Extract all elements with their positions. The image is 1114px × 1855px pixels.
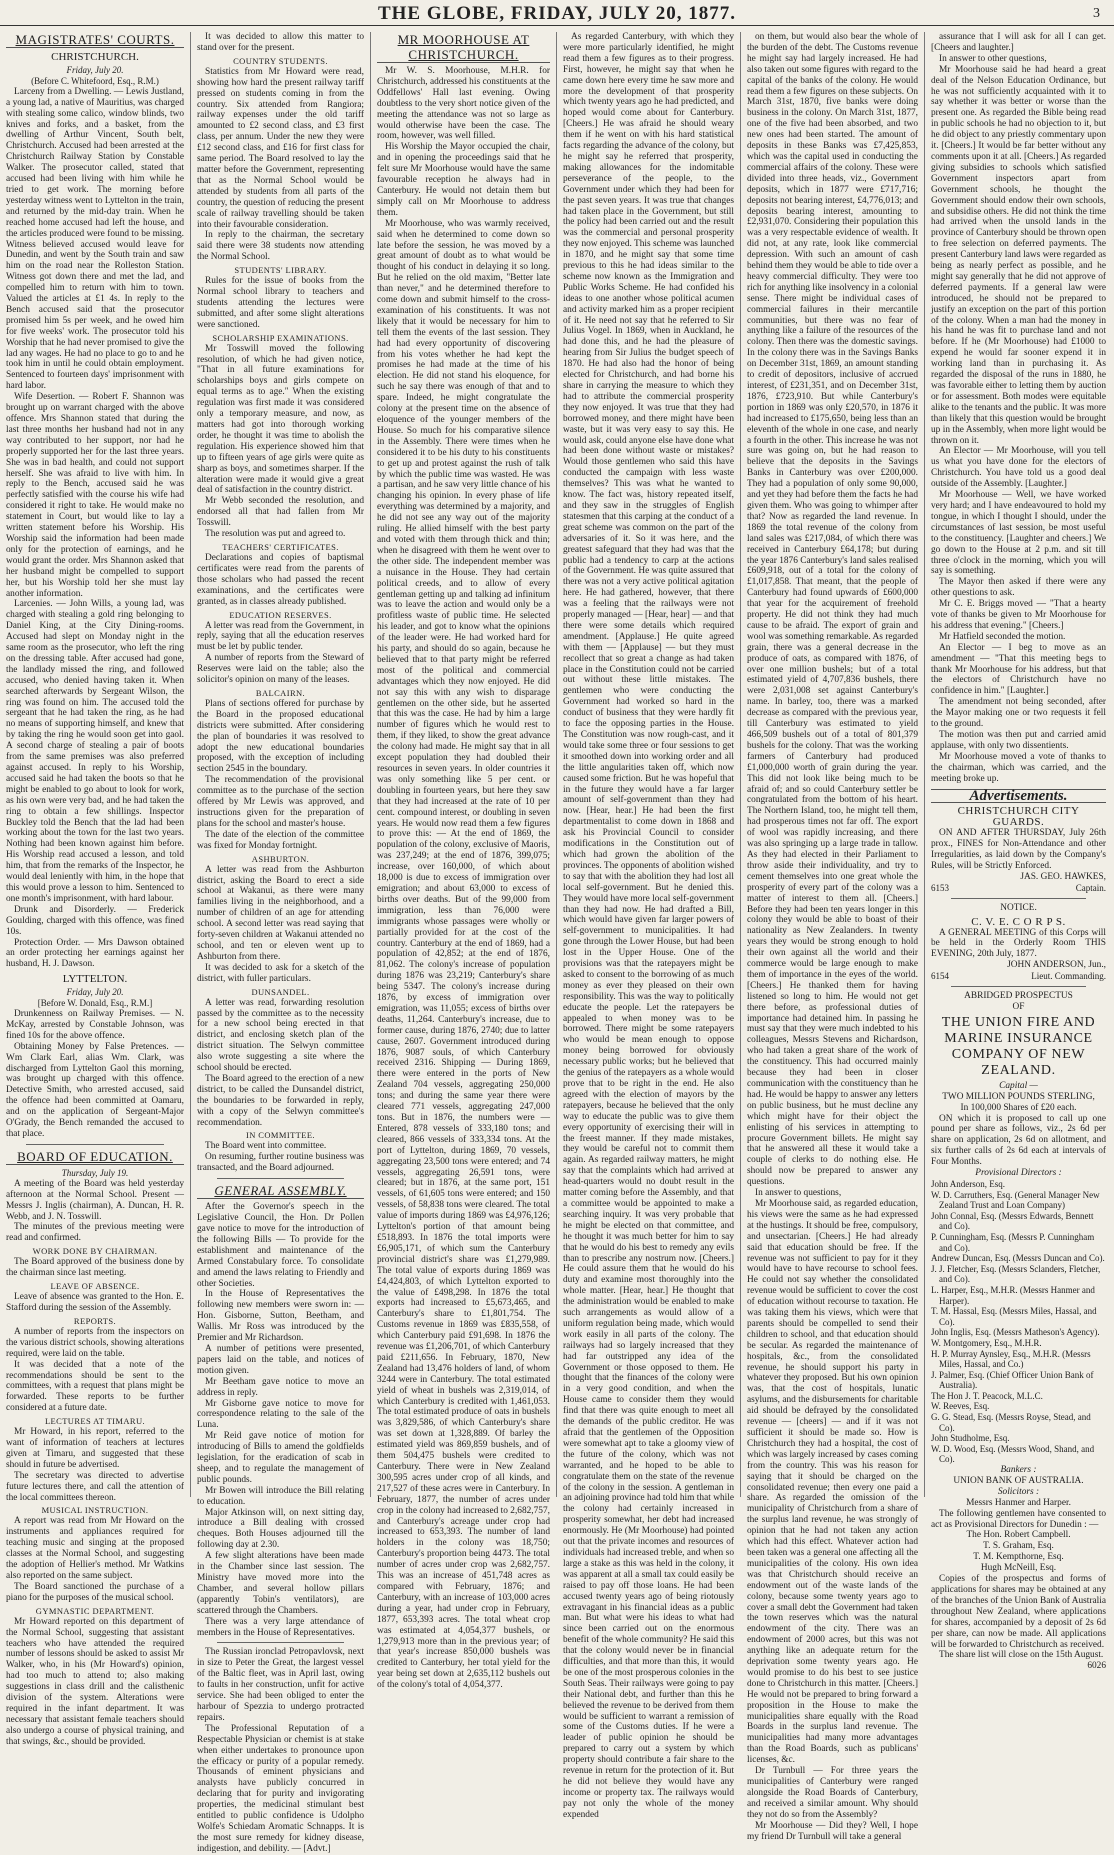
dunedin-director: The Hon. Robert Campbell. [966,1530,1071,1541]
article-paragraph: In the House of Representatives the following new members were sworn in: — Hon. Gisborne, Sutton, Beetham, and Wallis. Mr Ross was introduced by the Premier and Mr Richardson. [197,1289,364,1344]
subheading: MUSICAL INSTRUCTION. [41,1505,149,1516]
dateline: Friday, July 20. [66,65,124,75]
article-paragraph: On resuming, further routine business was transacted, and the Board adjourned. [197,1152,364,1174]
ad-notice-label: NOTICE. [1000,902,1037,913]
solicitors-label: Solicitors : [997,1486,1040,1497]
subheading: STUDENTS' LIBRARY. [234,265,327,276]
list-item: John Inglis, Esq. (Messrs Matheson's Agency). [931,1327,1100,1338]
article-paragraph: Mr Howard, in his report, referred to the want of information of teachers at lectures given at Timaru, and suggested that these should in future be advertised. [6,1427,184,1470]
article-paragraph: The date of the election of the committee was fixed for Monday fortnight. [197,829,364,851]
subheading: LEAVE OF ABSENCE. [50,1281,140,1292]
section-heading-education: BOARD OF EDUCATION. [6,1149,184,1165]
article-paragraph: Mr Gisborne gave notice to move for correspondence relating to the sale of the Luna. [197,1398,364,1431]
subheading: EDUCATION RESERVES. [229,609,332,620]
advertisements-heading: Advertisements. [931,789,1106,804]
ad-text: A GENERAL MEETING of this Corps will be held in the Orderly Room THIS EVENING, 20th July, 1877. [931,927,1106,960]
ad-signature: JOHN ANDERSON, Jun., [1007,960,1106,971]
article-paragraph: A report was read from Mr Howard on the instruments and appliances required for teaching music and singing at the proposed classes at the Normal School, and suggesting the adoption of Hellier's method. Mr Watkins also reported on the same subject. [6,1516,184,1581]
article-paragraph: Mr Moorhouse said, as regarded education, his views were the same as he had expressed at the hustings. It should be free, compulsory, and unsectarian. [Cheers.] He had already said that education should be free. If the revenue was not sufficient to pay for it they would have to have recourse to school fees. He could not say whether the consolidated revenue would be sufficient to cover the cost of education without recourse to taxation. He was taking them his views, which were that parents should be compelled to send their children to school, and that education should be secular. As regarded the maintenance of hospitals, &c., from the consolidated revenue, he should support his party in whatever they proposed. But his own opinion was, that the cost of hospitals, lunatic asylums, and the disbursements for charitable aid should be defrayed by the consolidated revenue — [cheers] — and if it was not sufficient it should be made so. How is Christchurch they had a hospital, the cost of which was largely increased by cases coming from the country. This was his reason for saying that it should be charged on the consolidated revenue; then every one paid a share. As regarded the omission of the municipality of Christchurch from a share of the surplus land revenue, he was strongly of opinion that he had not taken any action which had this effect. Whatever action had been taken was a general one affecting all the municipalities of the colony. His own idea was that Christchurch should receive an endowment out of the waste lands of the colony, because some twenty years ago to cover a small debt the Government had taken the town reserves which was the natural endowment of the city. There was an endowment of 2000 acres, but this was not anything like an adequate return for the deprivation some twenty years ago. He would promise to do his best to see justice done to Christchurch in this matter. [Cheers.] He would not be prepared to bring forward a proposition in the House to make the municipalities share equally with the Road Boards in the surplus land revenue. The municipalities had many more advantages than the Road Boards, such as publicans' licenses, &c. [747,1198,918,1766]
article-paragraph: Dr Turnbull — For three years the municipalities of Canterbury were ranged alongside the Road Boards of Canterbury, and received a similar amount. Why should they not do so from the Assembly? [747,1766,918,1820]
divider [951,898,1086,899]
bank-name: UNION BANK OF AUSTRALIA. [953,1475,1084,1486]
article-paragraph: A number of reports from the Steward of Reserves were laid on the table; also the solicitor's opinion on many of the leases. [197,653,364,686]
article-paragraph: The Mayor then asked if there were any other questions to ask. [931,577,1106,599]
company-name: THE UNION FIRE AND MARINE INSURANCE COMPANY OF NEW ZEALAND. [941,1014,1096,1078]
article-paragraph: It was decided to allow this matter to stand over for the present. [197,32,364,53]
subheading: WORK DONE BY CHAIRMAN. [32,1246,158,1257]
article-paragraph: Larcenies. — John Wills, a young lad, was charged with stealing a gold ring belonging to Daniel King, at the City Dining-rooms. Accused had slept on Monday night in the same room as the prosecutor, who left the ring on the dressing table. After accused had gone, the landlady missed the ring, and followed accused, who denied having taken it. When searched afterwards by Sergeant Wilson, the ring was found on him. The accused told the sergeant that he had taken the ring, as he had no means of supporting himself, and knew that by taking the ring he would soon get into gaol. A second charge of stealing a pair of boots from the same premises was also preferred against accused. In reply to his Worship, accused said he had taken the boots so that he might be enabled to go about to look for work, as his own were very bad, and he had taken the ring to obtain a few shillings. Inspector Buckley told the Bench that the lad had been working about the town for the last two years. Nothing had been known against him before. His Worship read accused a lesson, and told him, that from the remarks of the Inspector, he would deal leniently with him, in the hope that this would prove a lesson to him. Sentenced to one month's imprisonment, with hard labour. [6,599,184,904]
directors-list [931,1179,1106,1465]
column-5 [740,32,924,1842]
list-item: The Hon J. T. Peacock, M.L.C. [931,1390,1043,1401]
capital-label: Capital — [999,1080,1038,1091]
article-paragraph: A letter was read from the Ashburton district, asking the Board to erect a side school at Wakanui, as there were many families living in the neighborhood, and a number of children of an age for attending school. A second letter was read saying that forty-seven children at Wakanui attended no school, and ten or eleven went up to Ashburton from there. [197,864,364,962]
before-line: [Before W. Donald, Esq., R.M.] [37,998,153,1009]
article-paragraph: Mr Moorhouse, who was warmly received, said when he determined to come down so late before the session, he was moved by a great amount of doubt as to what would be thought of his conduct in delaying it so long. But he relied on the old maxim, "Better late than never," and he determined therefore to come down and submit himself to the cross-examination of his constituents. It was not likely that it would be necessary for him to tell them the events of the last session. They had had every opportunity of discovering from his votes whether he had kept the promises he had made at the time of his election. He did not stand his eloquence, for such he say there was enough of that and to spare. Indeed, he might congratulate the colony at the present time on the absence of eloquence of the younger members of the House. So much for his comparative silence in the Assembly. There were times when he considered it to be his duty to his constituents to get up and protest against the rush of talk by which the public time was wasted. He was a partisan, and he saw very little chance of his changing his opinion. In every phase of life everything was determined by a majority, and he did not see any way out of the majority ruling. He allied himself with the best party and voted with them through thick and thin; when he disagreed with them he went over to the other side. The independent member was a nuisance in the House. They had certain political creeds, and to allow of every gentleman getting up and talking ad infinitum was to leave the action and would only be a profitless waste of public time. He selected his leader, and got to know what the opinions of the leader were. He had worked hard for his party, and should do so again, because he believed that to that party might be referred most of the political and commercial advantages which they now enjoyed. He did not say this with any wish to disparage gentlemen on the other side, but he asserted that this was the case. He had by him a large number of figures which he would rest to them, if they liked, to show the great advance the colony had made. He might say that in all except population they had doubled their resources in seven years. In older countries it was only something like 5 per cent. or doubling in fourteen years, but here they saw that they had increased at the rate of 10 per cent. compound interest, or doubling in seven years. He would now read them a few figures to prove this: — At the end of 1869, the population of the colony, exclusive of Maoris, was 237,249; at the end of 1876, 399,075; increase, over 160,000, of which about 18,000 is due to excess of immigration over emigration; and about 63,000 to excess of births over deaths. But of the 99,000 from immigration, less than 76,000 were immigrants whose passages were wholly or partially provided for at the cost of the country. Canterbury at the end of 1869, had a population of 42,852; at the end of 1876, 81,062. The colony's increase of population during 1876 was 23,219; Canterbury's share being 5347. The colony's increase during 1876, by excess of immigration over emigration, was 11,055; excess of births over deaths, 11,264. Canterbury's increase, due to former cause, during 1876, 2740; due to latter cause, 2607. Government introduced during 1876, 9087 souls, of which Canterbury received 2316. Shipping — During 1869, there were entered in the ports of New Zealand 704 vessels, aggregating 250,000 tons; and during the same year there were cleared 771 vessels, aggregating 247,000 tons. But in 1876, the numbers were — Entered, 878 vessels of 333,180 tons; and cleared, 866 vessels of 333,334 tons. At the port of Lyttelton, during 1869, 70 vessels, aggregating 23,500 tons were entered; and 74 vessels, aggregating 26,591 tons, were cleared; but in 1876, at the same port, 151 vessels, of 61,605 tons were entered; and 150 vessels, of 58,838 tons were cleared. The total value of imports during 1869 was £4,976,126; Lyttelton's portion of that amount being £518,893. In 1876 the total imports were £6,905,171, of which sum the Canterbury provincial district's share was £1,279,989. The total value of exports during 1869 was £4,424,803, of which Lyttelton exported to the value of £498,298. In 1876 the total exports had increased to £5,673,465, and Canterbury's share to £1,801,754. The Customs revenue in 1869 was £835,558, of which Canterbury paid £91,698. In 1876 the revenue was £1,206,701, of which Canterbury paid £211,656. In February, 1870, New Zealand had 13,476 holders of land, of whom 3244 were in Canterbury. The total estimated yield of wheat in bushels was 2,319,014, of which Canterbury is credited with 1,461,053. The total estimated produce of oats in bushels was 3,829,586, of which Canterbury's share was set down at 1,328,889. Of barley the estimated yield was 869,859 bushels, and of them 504,475 bushels were credited to Canterbury. There were in New Zealand 300,595 acres under crop of all kinds, and 217,527 of these acres were in Canterbury. In February, 1877, the number of acres under crop in the colony had increased to 2,682,757, and Canterbury's acreage under crop had increased to 653,393. The number of land holders in the colony was 18,750; Canterbury's proportion being 4473. The total number of acres under crop was 2,682,757. This was an increase of 451,748 acres as compared with February, 1876; and Canterbury, with an increase of 103,000 acres during a year, had under crop in February, 1877, 653,393 acres. The total wheat crop was estimated at 4,054,377 bushels, or 1,279,913 more than in the previous year; of that year's increase 850,000 bushels was credited to Canterbury, her total yield for the year being set down at 2,635,112 bushels out of the colony's total of 4,054,377. [377,218,550,1691]
article-paragraph: Protection Order. — Mrs Dawson obtained an order protecting her earnings against her husband, H. J. Dawson. [6,937,184,970]
ad-number: 6026 [1087,1661,1106,1672]
article-paragraph: The minutes of the previous meeting were read and confirmed. [6,1222,184,1244]
dunedin-director: T. M. Kempthorne, Esq. [973,1552,1064,1563]
list-item: J. J. Fletcher, Esq. (Messrs Sclanders, Fletcher, and Co). [931,1263,1101,1285]
article-paragraph: Mr C. E. Briggs moved — "That a hearty vote of thanks be given to Mr Moorhouse for his address that evening." [Cheers.] [931,599,1106,631]
list-item: John Connal, Esq. (Messrs Edwards, Bennett and Co). [931,1210,1094,1232]
article-paragraph: Statistics from Mr Howard were read, showing how hard the present railway tariff pressed on students coming in from the country. Six attended from Rangiora; railway expenses under the old tariff amounted to £2 second class, and £3 first class, per annum. Under the new they were £12 second class, and £16 for first class for same period. The Board resolved to lay the matter before the Government, representing that as the Normal School would be attended by students from all parts of the country, the question of reducing the present scale of railway travelling should be taken into their favourable consideration. [197,66,364,230]
subheading: DUNSANDEL. [251,986,310,997]
article-paragraph: Mr Howard reported on this department of the Normal School, suggesting that assistant teachers who have attended the required number of lessons should be asked to assist Mr Walker, who, in his (Mr Howard's) opinion, had too much to attend to; also making suggestions in class drill and the calisthenic division of the system. Alterations were required in the infant department. It was necessary that assistant female teachers should also undergo a course of physical training, and that swings, &c., should be provided. [6,1616,184,1747]
article-paragraph: Mr Bowen will introduce the Bill relating to education. [197,1485,364,1507]
solicitors-name: Messrs Hanmer and Harper. [966,1497,1071,1508]
list-item: L. Harper, Esq., M.H.R. (Messrs Hanmer and Harper). [931,1284,1095,1306]
ad-text: ON which it is proposed to call up one pound per share as follows, viz., 2s 6d per share on application, 2s 6d on allotment, and six further calls of 2s 6d each at intervals of Four Months. [931,1113,1106,1168]
page-number: 3 [1093,6,1100,21]
prospectus-of: OF [1012,1001,1025,1012]
section-heading-moorhouse: MR MOORHOUSE AT CHRISTCHURCH. [377,32,550,63]
divider [217,1642,344,1643]
subheading: LECTURES AT TIMARU. [44,1416,146,1427]
ad-footer [931,883,1106,894]
article-paragraph: Wife Desertion. — Robert F. Shannon was brought up on warrant charged with the above offence. Mrs Shannon stated that during the last three months her husband had not in any way contributed to her support, nor had he properly supported her for the last three years. She was in bad health, and could not support herself. She was afraid to live with him. In reply to the Bench, accused said he was perfectly satisfied with the course his wife had considered it right to take. He would make no statement in Court, but would like to lay a written statement before his Worship. His Worship said the information had been made only for the protection of earnings, and he would grant the order. Mrs Shannon asked that her husband might be compelled to support her, but his Worship told her she must lay another information. [6,392,184,599]
list-item: John Anderson, Esq. [931,1179,1005,1189]
subheading: BALCAIRN. [255,687,306,698]
article-paragraph: A number of petitions were presented, papers laid on the table, and notices of motion given. [197,1343,364,1376]
column-2 [190,32,370,1854]
dunedin-director: Hugh McNeill, Esq. [980,1563,1057,1574]
dateline: Friday, July 20. [66,987,124,998]
divider [26,1144,164,1145]
article-paragraph: A letter was read from the Government, in reply, saying that all the education reserves must be let by public tender. [197,620,364,653]
ad-signature: JAS. GEO. HAWKES, [1020,871,1106,882]
divider [951,986,1086,987]
article-paragraph: The recommendation of the provisional committee as to the purchase of the section offered by Mr Lewis was approved, and instructions given for the preparation of plans for the school and master's house. [197,775,364,829]
article-paragraph: There was a very large attendance of members in the House of Representatives. [197,1616,364,1638]
divider [217,1178,344,1179]
article-paragraph: Leave of absence was granted to the Hon. E. Stafford during the session of the Assembly. [6,1292,184,1313]
before-line: (Before C. Whitefoord, Esq., R.M.) [31,75,159,86]
article-paragraph: Larceny from a Dwelling. — Lewis Justland, a young lad, a native of Mauritius, was charged with stealing some calico, window blinds, two knives and forks, and a basket, from the dwelling of Arthur Vincent, South belt, Christchurch. Accused had been arrested at the Christchurch Railway Station by Constable Walker. The prosecutor called, stated that accused had been living with him while he tried to get work. The morning before yesterday witness went to Lyttelton in the train, and returned by the mid-day train. When he reached home accused had left the house, and the articles produced were found to be missing. Witness believed accused would leave for Dunedin, and went by the South train and saw him on the road near the Rolleston Station. Witness got down there and met the lad, and compelled him to return with him to town. Valued the articles at £1 4s. In reply to the Bench accused said that the prosecutor promised him 5s per week, and he owed him for five weeks' work. The prosecutor told his Worship that he had never promised to give the lad any wages. He had no place to go to and he took him in until he could obtain employment. Sentenced to fourteen days' imprisonment with hard labor. [6,86,184,392]
article-paragraph: The Board approved of the business done by the chairman since last meeting. [6,1257,184,1279]
article-paragraph: Mr Hatfield seconded the motion. [939,631,1066,642]
article-paragraph: A meeting of the Board was held yesterday afternoon at the Normal School. Present — Messrs J. Inglis (chairman), A. Duncan, H. R. Webb, and J. N. Tosswill. [6,1178,184,1222]
column-4 [556,32,740,1820]
prospectus-label: ABRIDGED PROSPECTUS [964,991,1073,1002]
article-paragraph: Mr Moorhouse said he had heard a great deal of the Nelson Education Ordinance, but he was not sufficiently acquainted with it to say whether it was better or worse than the present one. As regarded the Bible being read in public schools he had no objection to it, but he did object to any priestly commentary upon it. [Cheers.] It would be far better without any comments upon it at all. [Cheers.] As regarded giving subsidies to schools which satisfied Government inspectors apart from Government schools, he thought the Government should endow their own schools, and subsidise others. He did not think the time had arrived when the unsold lands in the province of Canterbury should be thrown open to free selection on deferred payments. The present Canterbury land laws were regarded as being as nearly perfect as possible, and he might say generally that he did not approve of deferred payments. If a general law were introduced, he should not be prepared to justify an exception on the part of this portion of the colony. When a man had the money in his hand he was fit to purchase land and not before. If he (Mr Moorhouse) had £1000 to expend he would far sooner expend it in working land than in purchasing it. As regarded the disposal of the runs in 1880, he was favorable either to letting them by auction or for assessment. Both modes were equitable alike to the tenants and the public. It was more than likely that this question would be brought up in the Assembly, when more light would be thrown on it. [931,64,1106,446]
article-paragraph: The Russian ironclad Petropavlovsk, next in size to Peter the Great, the largest vessel of the Baltic fleet, was in April last, owing to faults in her construction, unfit for active service. She had been obliged to enter the harbour of Spezzia to undergo protracted repairs. [197,1647,364,1723]
article-paragraph: Mr Moorhouse — Did they? Well, I hope my friend Dr Turnbull will take a general [747,1820,918,1842]
article-paragraph: In reply to the chairman, the secretary said there were 38 students now attending the Normal School. [197,230,364,263]
article-paragraph: His Worship the Mayor occupied the chair, and in opening the proceedings said that he felt sure Mr Moorhouse would have the same favourable reception he always had in Canterbury. He would not detain them but simply call on Mr Moorhouse to address them. [377,142,550,218]
article-paragraph: The Board went into committee. [205,1141,327,1152]
list-item: T. M. Hassal, Esq. (Messrs Miles, Hassal, and Co). [931,1306,1097,1327]
newspaper-title: THE GLOBE, FRIDAY, JULY 20, 1877. [377,3,736,24]
article-paragraph: Obtaining Money by False Pretences. — Wm Clark Earl, alias Wm. Clark, was discharged from Lyttelton Gaol this morning, was brought up charged with this offence. Detective Smith, who arrested accused, said the offence had been committed at Oamaru, and on the application of Sergeant-Major O'Grady, the Bench remanded the accused to that place. [6,1041,184,1139]
article-paragraph: Mr W. S. Moorhouse, M.H.R. for Christchurch, addressed his constituents at the Oddfellows' Hall last evening. Owing doubtless to the very short notice given of the meeting the attendance was not so large as would otherwise have been the case. The room, however, was well filled. [377,66,550,142]
article-paragraph: The resolution was put and agreed to. [205,529,346,540]
ad-number: 6153 [931,882,949,893]
ad-text: The following gentlemen have consented to act as Provisional Directors for Dunedin : — [931,1508,1106,1530]
list-item: W. Montgomery, Esq., M.H.R. [931,1337,1042,1348]
column-1 [6,32,190,1747]
article-paragraph: The Board sanctioned the purchase of a piano for the purposes of the musical school. [6,1581,184,1603]
section-heading-magistrates: MAGISTRATES' COURTS. [6,32,184,48]
ad-footer [931,971,1106,982]
article-paragraph: on them, but would also bear the whole of the burden of the debt. The Customs revenue he might say had largely increased. He had also taken out some figures with regard to the capital of the banks of the colony. He would read them a few figures on these subjects. On March 31st, 1870, five banks were doing business in the colony. On March 31st, 1877, one of the five had been absorbed, and two new ones had been started. The amount of deposits in these Banks was £7,425,853, which was the capital used in conducting the commercial affairs of the colony. These were divided into three heads, viz., Government deposits, which in 1877 were £717,716; deposits not bearing interest, £4,776,013; and deposits bearing interest, amounting to £2,931,070. Considering their population this was a very respectable evidence of wealth. It did not, at any rate, look like commercial depression. With such an amount of cash behind them they would be able to tide over a heavy commercial difficulty. They were too rich for anything like insolvency in a colonial sense. There might be individual cases of commercial failures in their mercantile communities, but there was no fear of anything like a failure of the resources of the colony. Then there was the domestic savings. In the colony there was in the Savings Banks on December 31st, 1869, an amount standing to credit of depositors, inclusive of accrued interest, of £231,351, and on December 31st, 1876, £723,910. But while Canterbury's portion in 1869 was only £20,570, in 1876 it had increased to £175,650, being less than an eleventh of the whole in one case, and nearly a fourth in the other. This increase he was not sure was going on, but he had reason to believe that the deposits in the Savings Banks in Canterbury was over £200,000. They had a population of only some 90,000, and yet they had before them the facts he had given them. Who was going to whimper after that? Now as regarded the land revenue. In 1869 the total revenue of the colony from land sales was £217,084, of which there was received in Canterbury £64,178; but during the year 1876 Canterbury's land sales realised £609,918, out of a total for the colony of £1,017,858. That meant, that the people of Canterbury had found upwards of £600,000 that year for the acquirement of freehold property. He did not think they had much cause to be afraid. The export of grain and wool was something remarkable. As regarded grain, there was a general decrease in the produce of oats, as compared with 1876, of over one million bushels; but of a total estimated yield of 4,707,836 bushels, there were 2,031,008 set against Canterbury's name. In barley, too, there was a marked decrease as compared with the previous year, till Canterbury was estimated to yield 466,509 bushels out of a total of 801,379 bushels for the colony. That was the working farmers of Canterbury had produced £1,000,000 worth of grain during the year. This did not look like being much to be afraid of; and so could Canterbury settler be congratulated from the bottom of his heart. The Northern Island, too, he might tell them, had prosperous times not far off. The export of wool was rapidly increasing, and there was also springing up a large trade in tallow. As they had elected in their Parliament to throw aside their individuality, and try to cement themselves into one great whole the prosperity of every part of the colony was a matter of interest to them all. [Cheers.] Before they had been ten years longer in this colony they would be able to boast of their nationality as New Zealanders. In twenty years they would be strong enough to hold their own against all the world and their commerce would be large enough to make them of importance in the eyes of the world. [Cheers.] He thanked them for having listened so long to him. He would not get there before, as professional duties of importance had detained him. In passing he must say that they were much indebted to his colleagues, Messrs Stevens and Richardson, who had taken a great share of the work of the constituency. This had occurred mainly because they had been in closer communication with the constituency than he had. He would be happy to answer any letters on public business, but he must decline any which might have for their object the enlisting of his services in attempting to procure Government billets. He might say that he answered all these it would take a couple of clerks to do nothing else. He should now be prepared to answer any questions. [747,32,918,1188]
ad-text: Copies of the prospectus and forms of applications for shares may be obtained at any of the branches of the Union Bank of Australia throughout New Zealand, where applications for shares, accompanied by a deposit of 2s 6d per share, can now be made. All applications will be forwarded to Christchurch as received. [931,1574,1106,1650]
list-item: H. P. Murray Aynsley, Esq., M.H.R. (Messrs Miles, Hassal, and Co.) [931,1348,1091,1370]
subheading: SCHOLARSHIP EXAMINATIONS. [212,332,349,343]
list-item: P. Cunningham, Esq. (Messrs P. Cunningham and Co). [931,1231,1095,1253]
subheading: IN COMMITTEE. [246,1130,315,1141]
subheading: TEACHERS' CERTIFICATES. [222,541,339,552]
article-paragraph: Mr Moorhouse moved a vote of thanks to the chairman, which was carried, and the meeting broke up. [931,751,1106,784]
article-paragraph: In answer to questions, [755,1188,842,1199]
article-paragraph: Mr Moorhouse — Well, we have worked very hard; and I have endeavoured to hold my tongue, in which I thought I should, under the circumstances of last session, be most useful to the constituency. [Laughter and cheers.] We go down to the House at 2 p.m. and sit till three o'clock in the morning, which you will say is something. [931,490,1106,577]
section-heading-assembly: GENERAL ASSEMBLY. [197,1183,364,1199]
article-paragraph: The Professional Reputation of a Respectable Physician or chemist is at stake when either undertakes to pronounce upon the efficacy or purity of a popular remedy. Thousands of eminent physicians and analysts have publicly concurred in declaring that for purity and invigorating properties, the medicinal stimulant best entitled to public confidence is Udolpho Wolfe's Schiedam Aromatic Schnapps. It is the most sure remedy for kidney disease, indigestion, and debility. — [Advt.] [197,1723,364,1854]
list-item: J. Palmer, Esq. (Chief Officer Union Bank of Australia). [931,1369,1094,1391]
article-paragraph: Drunkenness on Railway Premises. — N. McKay, arrested by Constable Johnson, was fined 10s for the above offence. [6,1009,184,1041]
subheading-christchurch: CHRISTCHURCH. [51,51,139,63]
bankers-label: Bankers : [1000,1465,1037,1476]
list-item: W. Reeves, Esq. [931,1401,990,1412]
subheading: GYMNASTIC DEPARTMENT. [35,1605,155,1616]
column-3 [370,32,556,1691]
article-paragraph: Mr Reid gave notice of motion for introducing of Bills to amend the goldfields legislation, for the eradication of scab in sheep, and to regulate the management of public pounds. [197,1431,364,1485]
article-paragraph: Rules for the issue of books from the Normal school library to teachers and students attending the lectures were submitted, and after some slight alterations were sanctioned. [197,276,364,330]
masthead [0,0,1114,26]
article-paragraph: The secretary was directed to advertise future lectures there, and call the attention of the local committees thereon. [6,1470,184,1503]
dunedin-director: T. S. Graham, Esq. [983,1541,1054,1552]
ad-text: ON AND AFTER THURSDAY, July 26th prox., FINES for Non-Attendance and other Irregularities, as laid down by the Company's Rules, will be Strictly Enforced. [931,828,1106,871]
ad-rank: Captain. [1075,882,1106,893]
article-paragraph: assurance that I will ask for all I can get. [Cheers and laughter.] [931,32,1106,53]
ad-rank: Lieut. Commanding. [1031,971,1106,982]
subheading: COUNTRY STUDENTS. [233,55,328,66]
column-6 [924,32,1110,1672]
article-paragraph: It was decided that a note of the recommendations should be sent to the committees, with a request that plans might be forwarded. These reports to be further considered at a future date. [6,1359,184,1414]
subheading: ASHBURTON. [251,853,310,864]
article-paragraph: A number of reports from the inspectors on the various district schools, showing alterations required, were laid on the table. [6,1326,184,1359]
ad-title-cve-corps: C. V. E. C O R P S. [971,915,1066,928]
article-paragraph: Drunk and Disorderly. — Frederick Goulding, charged with this offence, was fined 10s. [6,904,184,937]
article-paragraph: The amendment not being seconded, after the Mayor making one or two requests it fell to the ground. [931,697,1106,730]
shares-line: In 100,000 Shares of £20 each. [960,1102,1077,1113]
article-paragraph: Mr Beetham gave notice to move an address in reply. [197,1376,364,1398]
capital-amount: TWO MILLION POUNDS STERLING, [942,1091,1095,1102]
subheading: REPORTS. [73,1315,117,1326]
list-item: Andrew Duncan, Esq. (Messrs Duncan and Co). [931,1253,1105,1264]
ad-title-city-guards: CHRISTCHURCH CITY GUARDS. [957,805,1080,829]
article-paragraph: An Elector — I beg to move as an amendment — "That this meeting begs to thank Mr Moorhouse for his address, but that the electors of Christchurch have no confidence in him." [Laughter.] [931,642,1106,697]
article-paragraph: It was decided to ask for a sketch of the district, with fuller particulars. [197,962,364,984]
article-paragraph: Plans of sections offered for purchase by the Board in the proposed educational districts were submitted. After considering the plan of boundaries it was resolved to adopt the new educational boundaries proposed, with the exception of including section 2545 in the boundary. [197,698,364,775]
article-paragraph: Mr Webb seconded the resolution, and endorsed all that had fallen from Mr Tosswill. [197,496,364,529]
ad-number: 6154 [931,971,949,982]
list-item: John Studholme, Esq. [931,1433,1010,1444]
article-paragraph: Declarations and copies of baptismal certificates were read from the parents of those scholars who had passed the recent examinations, and the certificates were granted, as in classes already published. [197,552,364,607]
article-paragraph: The motion was then put and carried amid applause, with only two dissentients. [931,730,1106,751]
article-paragraph: Major Atkinson will, on next sitting day, introduce a Bill dealing with crossed cheques. Both Houses adjourned till the following day at 2.30. [197,1507,364,1551]
subheading-lyttelton: LYTTELTON. [62,973,128,986]
article-paragraph: In answer to other questions, [939,53,1047,64]
ad-text: The share list will close on the 15th August. [939,1650,1104,1661]
dateline: Thursday, July 19. [61,1167,129,1178]
article-paragraph: An Elector — Mr Moorhouse, will you tell us what you have done for the electors of Christchurch. You have told us a good deal outside of the Assembly. [Laughter.] [931,446,1106,490]
provisional-directors-label: Provisional Directors : [975,1168,1062,1179]
article-paragraph: After the Governor's speech in the Legislative Council, the Hon. Dr Pollen gave notice to move for the introduction of the following Bills — To provide for the establishment and maintenance of the Armed Constabulary force. To consolidate and amend the laws relating to Friendly and other Societies. [197,1202,364,1289]
article-paragraph: A letter was read, forwarding resolution passed by the committee as to the necessity for a new school being erected in that district, and enclosing sketch plan of the district situation. The Selwyn committee also wrote suggesting a site where the school should be erected. [197,997,364,1074]
article-paragraph: As regarded Canterbury, with which they were more particularly identified, he might read them a few figures as to their progress. First, however, he might say that when he came down here every time he saw more and more the development of that prosperity which twenty years ago he had predicted, and hoped would come about for Canterbury. [Cheers.] He was afraid he should weary them if he went on with his hard statistical facts regarding the advance of the colony, but he might say he referred that prosperity, making allowances for the indomitable perseverance of the people, to the Government under which they had been for the past seven years. It was true that changes had taken place in the Government, but still the policy had been carried out and the result was the commercial and personal prosperity they now enjoyed. This scheme was launched in 1870, and he might say that some time previous to this he had ideas similar to the scheme now known as the Immigration and Public Works Scheme. He had confided his ideas to one another whose political acumen and activity marked him as a proper recipient of it. He need not say that he referred to Sir Julius Vogel. In 1869, when in Auckland, he had done this, and he had the pleasure of hearing from Sir Julius the budget speech of 1870. He had also had the honor of being elected for Christchurch, and had borne his share in carrying the measure to which they had to attribute the commercial prosperity they now enjoyed. It was true that they had borrowed money, and there might have been waste, but it was very easy to say this. He would ask, could anyone else have done what had been done without waste or mistakes? Would those gentlemen who said this have conducted the campaign with less waste themselves? This was what he wanted to know. The fact was, history repeated itself, and they saw in the struggles of English statesmen that this carping at the conduct of a great scheme was common on the part of the adversaries of it. So it was here, and the greatest safeguard that they had was that the public had a tendency to carp at the actions of the Government. He was quite assured that there was not a very active political agitation here. He had gathered, however, that there was a feeling that the railways were not properly managed — [Hear, hear] — and that there were some details which required amendment. [Applause.] He quite agreed with them — [Applause] — but they must recollect that so great a change as had taken place in the Constitution could not be carried out without these little mistakes. The gentlemen who were conducting the Government had worked so hard in the conduct of business that they were hardly fit to face the opposing parties in the House. The Constitution was now rough-cast, and it would take some three or four sessions to get it smoothed down into working order and all the little angularities taken off, which now caused some friction. But he was hopeful that in the future they would have a far larger amount of self-government than they had now. [Hear, hear.] He had been the first departmentalist to come down in 1868 and ask his Provincial Council to consider modifications in the Constitution out of which had grown the abolition of the provinces. The opponents of abolition wished to say that with the abolition they had lost all local self-government. But he denied this. They would have more local self-government than they had now. He had drafted a Bill, which would have given far larger powers of self-government to municipalities. It had gone through the Lower House, but had been lost in the Upper House. One of the provisions was that the ratepayers might be asked to consent to the borrowing of as much money as ever they pleased on their own responsibility. This was the way to politically educate the people. Let the ratepayers be appealed to when money was to be borrowed. There might be some ratepayers who would be mean enough to oppose money being borrowed for obviously necessary public works; but he believed that the genius of the ratepayers as a whole would prove that to be right in the end. He also agreed with the election of mayors by the ratepayers, because he believed that the only way to educate the public was to give them every opportunity of exercising their will in the freest manner. If they made mistakes, they would be careful not to commit them again. As regarded railway matters, he might say that the complaints which had arrived at head-quarters would no doubt result in the matter coming before the Assembly, and that a committee would be appointed to make a searching inquiry. It was very probable that he might be elected on that committee, and he thought it was much better for him to say that he would do his best to remedy any evils than to prescribe any nostrum now. [Cheers.] He could assure them that he would do his duty and examine most thoroughly into the whole matter. [Hear, hear.] He thought that the administration would be enabled to make such arrangements as would allow of a uniform regulation being made, which would work easily in all parts of the colony. The railways had so largely increased that they had far outstripped any idea of the Government or those opposed to them. He thought that the finances of the colony were in a very good condition, and when the House came to consider them they would find that there was quite enough to meet all the demands of the public creditor. He was afraid that the gentlemen of the Opposition were somewhat apt to take a gloomy view of the future of the colony, which was not warranted, and he hoped to be able to congratulate them on the state of the revenue of the colony in the session. A gentleman in an adjoining province had told him that while the colony had certainly increased in prosperity somewhat, her debt had increased enormously. He (Mr Moorhouse) had pointed out that the private incomes and resources of individuals had increased treble, and when so large a stake as this was held in the colony, it was apparent at all a small tax could easily be raised to pay off those loans. He had been accused twenty years ago of being riotously extravagant in his financial ideas as a public man. But what were his ideas to what had since been carried out on the enormous benefit of the whole community? He said this that the colony would never be in financial difficulties, and that more than this, it would be one of the most prosperous colonies in the South Seas. Their railways were going to pay their National debt, and further than this he believed the revenue to be derived from them would be sufficient to warrant a remission of some of the Customs duties. If he were a leader of public opinion he should be prepared to carry out a system by which property should contribute a fair share to the revenue in return for the protection of it. But he did not believe they would have any income or property tax. The railways would pay not only the whole of the money expended [563,32,734,1820]
article-paragraph: A few slight alterations have been made in the Chamber since last session. The Ministry have moved more into the Chamber, and several hollow pillars (apparently Tobin's ventilators), are scattered through the Chambers. [197,1551,364,1616]
list-item: W. D. Carruthers, Esq. (General Manager New Zealand Trust and Loan Company) [931,1189,1100,1211]
article-paragraph: Mr Tosswill moved the following resolution, of which he had given notice, "That in all future examinations for scholarships boys and girls compete on equal terms as to age." When the existing regulation was first made it was considered only a temporary measure, and now, as matters had got into thorough working order, he thought it was time to abolish the regulation. His experience showed him that up to fifteen years of age girls were quite as sharp as boys, and sometimes sharper. If the alteration were made it would give a great deal of satisfaction in the country district. [197,343,364,496]
list-item: G. G. Stead, Esq. (Messrs Royse, Stead, and Co). [931,1412,1091,1433]
article-paragraph: The Board agreed to the erection of a new district, to be called the Dunsandel district, the boundaries to be forwarded in reply, with a copy of the Selwyn committee's recommendation. [197,1073,364,1128]
list-item: W. D. Wood, Esq. (Messrs Wood, Shand, and Co). [931,1443,1095,1465]
